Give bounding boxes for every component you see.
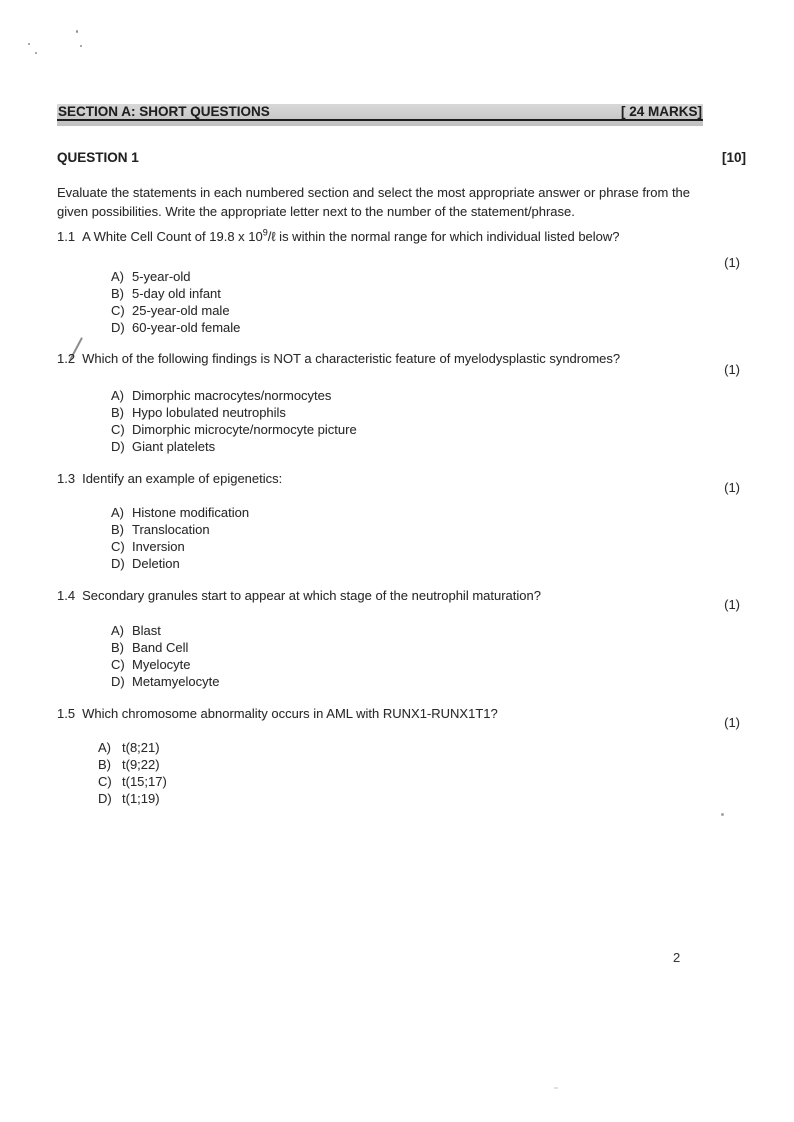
option-row bbox=[98, 739, 167, 756]
marks-label: (1) bbox=[724, 362, 740, 377]
option-letter: D) bbox=[98, 791, 112, 806]
option-row bbox=[111, 438, 357, 455]
option-text: Histone modification bbox=[132, 505, 250, 520]
option-letter: D) bbox=[111, 556, 125, 571]
option-letter: A) bbox=[111, 623, 124, 638]
question-text: Which chromosome abnormality occurs in AML with RUNX1-RUNX1T1? bbox=[82, 706, 498, 721]
option-letter: A) bbox=[111, 505, 124, 520]
marks-label: (1) bbox=[724, 597, 740, 612]
option-row bbox=[111, 268, 240, 285]
question-block-1-1 bbox=[57, 227, 746, 335]
option-row bbox=[111, 319, 240, 336]
option-text: Deletion bbox=[132, 556, 180, 571]
question-block-1-5 bbox=[57, 706, 746, 806]
option-letter: B) bbox=[111, 522, 124, 537]
option-text: Giant platelets bbox=[132, 439, 216, 454]
option-text: Hypo lobulated neutrophils bbox=[132, 405, 286, 420]
marks-label: (1) bbox=[724, 715, 740, 730]
option-row bbox=[111, 639, 219, 656]
marks-label: (1) bbox=[724, 480, 740, 495]
question-header bbox=[57, 150, 746, 165]
scan-speck bbox=[554, 1087, 558, 1089]
option-row bbox=[98, 790, 167, 807]
option-row bbox=[98, 773, 167, 790]
scan-speck bbox=[35, 52, 37, 54]
question-text: A White Cell Count of 19.8 x $10^9/\ell$ is within the normal range for which individual listed below? bbox=[82, 227, 620, 244]
scan-speck bbox=[80, 45, 82, 47]
option-row bbox=[111, 404, 357, 421]
scan-speck bbox=[721, 813, 724, 816]
question-number: 1.4 bbox=[57, 588, 76, 603]
section-header-bar bbox=[57, 104, 703, 126]
option-text: Band Cell bbox=[132, 640, 189, 655]
question-number: 1.2 bbox=[57, 351, 76, 366]
option-text: t(9;22) bbox=[122, 757, 160, 772]
question-block-1-3 bbox=[57, 471, 746, 571]
option-row bbox=[111, 555, 249, 572]
section-title: SECTION A: SHORT QUESTIONS bbox=[58, 104, 270, 119]
option-text: 25-year-old male bbox=[132, 303, 230, 318]
question-block-1-4 bbox=[57, 588, 746, 689]
option-letter: B) bbox=[98, 757, 111, 772]
option-row bbox=[111, 285, 240, 302]
option-letter: C) bbox=[98, 774, 112, 789]
question-text: Which of the following findings is NOT a characteristic feature of myelodysplastic syndromes? bbox=[82, 351, 621, 366]
option-text: t(1;19) bbox=[122, 791, 160, 806]
question-title: QUESTION 1 bbox=[57, 150, 139, 165]
question-text: Identify an example of epigenetics: bbox=[82, 471, 283, 486]
option-text: Inversion bbox=[132, 539, 185, 554]
options-list bbox=[111, 504, 249, 572]
option-letter: C) bbox=[111, 539, 125, 554]
question-text: Secondary granules start to appear at which stage of the neutrophil maturation? bbox=[82, 588, 541, 603]
marks-label: (1) bbox=[724, 255, 740, 270]
option-row bbox=[111, 656, 219, 673]
superscript: 9 bbox=[262, 227, 268, 238]
option-text: t(8;21) bbox=[122, 740, 160, 755]
question-block-1-2 bbox=[57, 351, 746, 454]
option-row bbox=[111, 302, 240, 319]
instructions-text: Evaluate the statements in each numbered section and select the most appropriate answer or phrase from the given possibilities. Write the appropriate letter next to the number of the statement/phrase. bbox=[57, 185, 691, 219]
option-row bbox=[111, 387, 357, 404]
option-letter: B) bbox=[111, 286, 124, 301]
option-letter: A) bbox=[111, 269, 124, 284]
option-letter: D) bbox=[111, 674, 125, 689]
option-letter: C) bbox=[111, 303, 125, 318]
scan-speck bbox=[76, 30, 78, 33]
option-text: Translocation bbox=[132, 522, 210, 537]
options-list bbox=[111, 622, 219, 690]
option-text: t(15;17) bbox=[122, 774, 167, 789]
option-row bbox=[111, 504, 249, 521]
question-marks-badge: [10] bbox=[721, 150, 746, 165]
option-row bbox=[98, 756, 167, 773]
option-letter: C) bbox=[111, 422, 125, 437]
scan-speck bbox=[28, 43, 30, 45]
option-text: Blast bbox=[132, 623, 161, 638]
option-letter: B) bbox=[111, 640, 124, 655]
option-text: 5-day old infant bbox=[132, 286, 221, 301]
option-text: Metamyelocyte bbox=[132, 674, 220, 689]
options-list bbox=[111, 387, 357, 455]
option-letter: D) bbox=[111, 320, 125, 335]
option-letter: A) bbox=[111, 388, 124, 403]
option-letter: B) bbox=[111, 405, 124, 420]
options-list bbox=[111, 268, 240, 336]
option-text: 60-year-old female bbox=[132, 320, 241, 335]
option-row bbox=[111, 421, 357, 438]
option-letter: C) bbox=[111, 657, 125, 672]
question-number: 1.1 bbox=[57, 229, 76, 244]
option-letter: D) bbox=[111, 439, 125, 454]
options-list bbox=[98, 739, 167, 807]
option-row bbox=[111, 521, 249, 538]
section-marks: [ 24 MARKS] bbox=[620, 104, 702, 119]
question-number: 1.5 bbox=[57, 706, 76, 721]
page-number: 2 bbox=[673, 950, 681, 965]
option-row bbox=[111, 622, 219, 639]
option-text: Myelocyte bbox=[132, 657, 191, 672]
option-text: Dimorphic macrocytes/normocytes bbox=[132, 388, 332, 403]
option-row bbox=[111, 673, 219, 690]
option-text: Dimorphic microcyte/normocyte picture bbox=[132, 422, 357, 437]
question-number: 1.3 bbox=[57, 471, 76, 486]
option-text: 5-year-old bbox=[132, 269, 191, 284]
option-letter: A) bbox=[98, 740, 111, 755]
option-row bbox=[111, 538, 249, 555]
